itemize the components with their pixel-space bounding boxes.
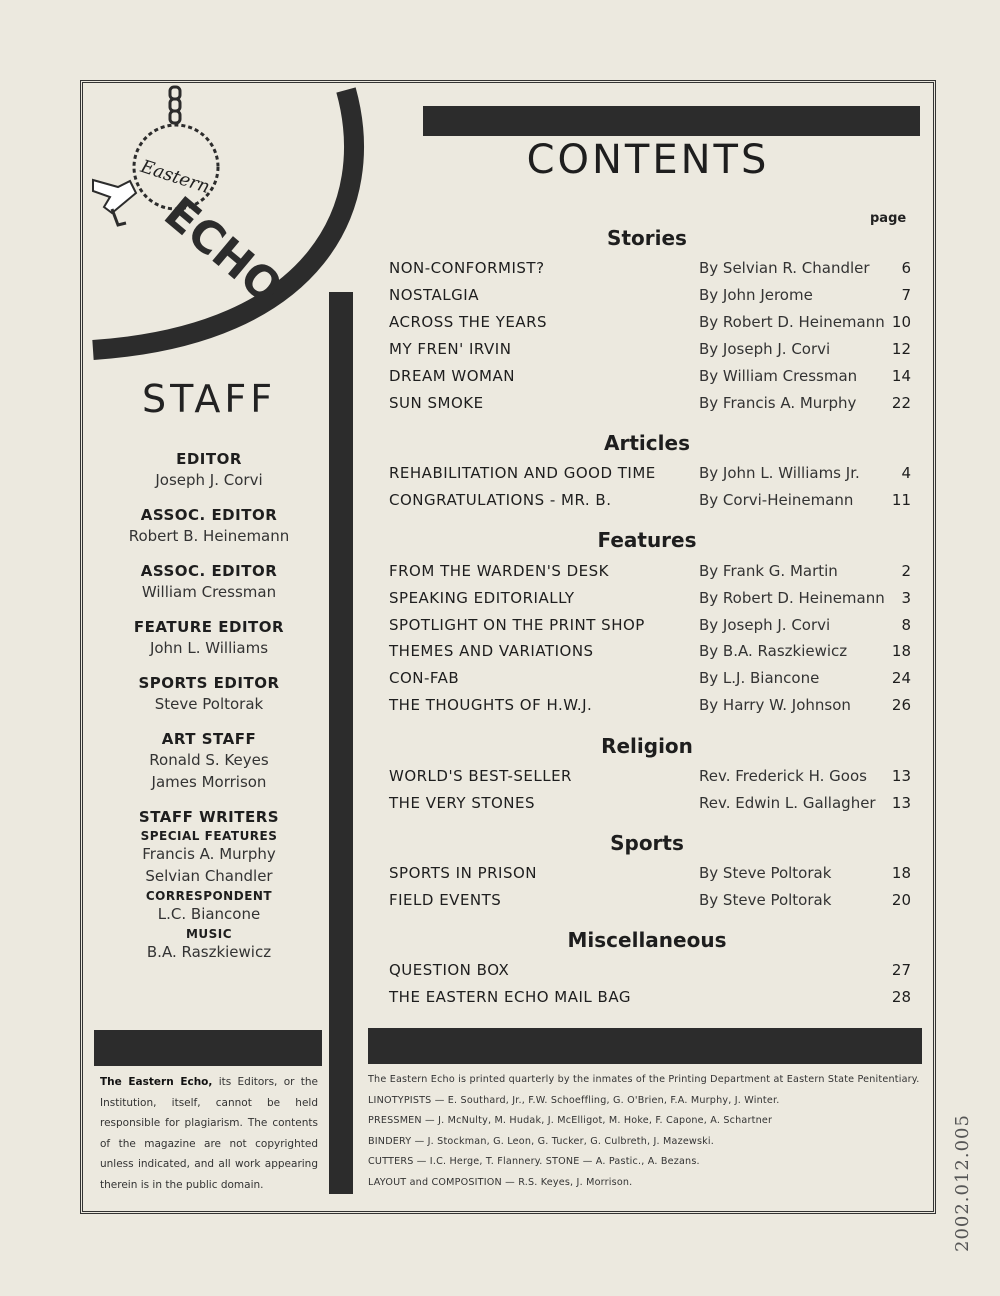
contents-row bbox=[389, 283, 911, 307]
contents-row bbox=[389, 337, 911, 361]
staff-role: ASSOC. EDITOR bbox=[140, 506, 278, 524]
staff-name: John L. Williams bbox=[149, 639, 269, 657]
entry-author: By John L. Williams Jr. bbox=[699, 464, 860, 482]
entry-page: 14 bbox=[891, 367, 911, 385]
entry-title: SPOTLIGHT ON THE PRINT SHOP bbox=[389, 616, 645, 634]
entry-page: 12 bbox=[891, 340, 911, 358]
credit-label: CUTTERS bbox=[368, 1156, 414, 1167]
section-heading: Stories bbox=[607, 226, 687, 250]
contents-row bbox=[389, 461, 911, 485]
contents-row bbox=[389, 310, 911, 334]
entry-title: THE THOUGHTS OF H.W.J. bbox=[389, 696, 593, 714]
entry-title: MY FREN' IRVIN bbox=[389, 340, 512, 358]
entry-author: By Harry W. Johnson bbox=[699, 696, 851, 714]
credit-line bbox=[368, 1132, 930, 1153]
entry-page: 11 bbox=[891, 491, 911, 509]
entry-author: By Joseph J. Corvi bbox=[699, 340, 831, 358]
staff-role: SPORTS EDITOR bbox=[138, 674, 280, 692]
entry-page: 3 bbox=[901, 589, 911, 607]
vertical-divider-bar bbox=[329, 292, 353, 1194]
entry-page: 10 bbox=[891, 313, 911, 331]
entry-title: ACROSS THE YEARS bbox=[389, 313, 548, 331]
entry-page: 20 bbox=[891, 891, 911, 909]
entry-title: CON-FAB bbox=[389, 669, 460, 687]
contents-row bbox=[389, 639, 911, 663]
credit-line bbox=[368, 1152, 930, 1173]
entry-page: 22 bbox=[891, 394, 911, 412]
credit-names: I.C. Herge, T. Flannery. STONE — A. Pastic., A. Bezans. bbox=[429, 1156, 700, 1167]
credit-separator: — bbox=[411, 1135, 428, 1147]
contents-row bbox=[389, 958, 911, 982]
top-decorative-bar bbox=[423, 106, 920, 136]
credit-line bbox=[368, 1173, 930, 1194]
staff-role: MUSIC bbox=[185, 927, 233, 941]
contents-row bbox=[389, 861, 911, 885]
entry-title: SPEAKING EDITORIALLY bbox=[389, 589, 575, 607]
entry-title: THE EASTERN ECHO MAIL BAG bbox=[389, 988, 631, 1006]
credit-label: BINDERY bbox=[368, 1135, 412, 1147]
staff-name: B.A. Raszkiewicz bbox=[146, 943, 272, 961]
entry-title: REHABILITATION AND GOOD TIME bbox=[389, 464, 656, 482]
contents-row bbox=[389, 985, 911, 1009]
bottom-left-decorative-bar bbox=[94, 1030, 322, 1066]
entry-page: 24 bbox=[891, 669, 911, 687]
entry-author: By Steve Poltorak bbox=[699, 864, 832, 882]
bottom-right-decorative-bar bbox=[368, 1028, 922, 1064]
entry-author: Rev. Frederick H. Goos bbox=[699, 767, 867, 785]
credits-intro-rest: is printed quarterly by the inmates of the Printing Department at Eastern State Penitentiary. bbox=[454, 1074, 920, 1085]
credit-separator: — bbox=[431, 1094, 448, 1106]
staff-name: Steve Poltorak bbox=[154, 695, 264, 713]
section-heading: Features bbox=[597, 528, 697, 552]
entry-title: FIELD EVENTS bbox=[389, 891, 502, 909]
entry-page: 4 bbox=[901, 464, 911, 482]
entry-author: By Francis A. Murphy bbox=[699, 394, 857, 412]
entry-page: 8 bbox=[901, 616, 911, 634]
credits-intro bbox=[368, 1070, 930, 1091]
chain-icon bbox=[170, 87, 180, 123]
credit-names: J. Stockman, G. Leon, G. Tucker, G. Culbreth, J. Mazewski. bbox=[427, 1135, 715, 1147]
staff-name: L.C. Biancone bbox=[157, 905, 261, 923]
credit-label: LINOTYPISTS bbox=[368, 1094, 432, 1106]
entry-title: THE VERY STONES bbox=[389, 794, 536, 812]
staff-title: STAFF bbox=[141, 377, 277, 421]
contents-row bbox=[389, 764, 911, 788]
entry-author: By Selvian R. Chandler bbox=[699, 259, 870, 277]
entry-author: By Frank G. Martin bbox=[699, 562, 838, 580]
staff-name: William Cressman bbox=[141, 583, 277, 601]
entry-page: 18 bbox=[891, 864, 911, 882]
disclaimer-body: its Editors, or the Institution, itself, cannot be held responsible for plagiarism. The contents of the magazine are not copyrighted unless indicated, and all work appearing therein is in the public domain. bbox=[100, 1076, 318, 1191]
credits-intro-bold: The Eastern Echo bbox=[368, 1074, 455, 1085]
staff-role: STAFF WRITERS bbox=[138, 808, 280, 826]
entry-title: QUESTION BOX bbox=[389, 961, 510, 979]
section-heading: Articles bbox=[604, 431, 690, 455]
staff-list bbox=[96, 449, 322, 963]
entry-title: NON-CONFORMIST? bbox=[389, 259, 545, 277]
entry-page: 2 bbox=[901, 562, 911, 580]
contents-row bbox=[389, 488, 911, 512]
entry-title: THEMES AND VARIATIONS bbox=[389, 642, 594, 660]
contents-row bbox=[389, 256, 911, 280]
credit-label: LAYOUT and COMPOSITION bbox=[368, 1176, 502, 1188]
entry-title: CONGRATULATIONS - MR. B. bbox=[389, 491, 612, 509]
credit-names: R.S. Keyes, J. Morrison. bbox=[518, 1176, 633, 1188]
entry-author: By B.A. Raszkiewicz bbox=[699, 642, 848, 660]
staff-role: ART STAFF bbox=[161, 730, 257, 748]
staff-role: ASSOC. EDITOR bbox=[140, 562, 278, 580]
entry-title: NOSTALGIA bbox=[389, 286, 479, 304]
entry-page: 28 bbox=[891, 988, 911, 1006]
staff-name: James Morrison bbox=[151, 773, 267, 791]
hand-icon bbox=[93, 180, 136, 225]
staff-role: CORRESPONDENT bbox=[145, 889, 273, 903]
contents-title: CONTENTS bbox=[526, 137, 770, 183]
entry-author: By L.J. Biancone bbox=[699, 669, 820, 687]
entry-author: By Corvi-Heinemann bbox=[699, 491, 854, 509]
printing-credits bbox=[368, 1070, 930, 1193]
entry-author: By Robert D. Heinemann bbox=[699, 313, 885, 331]
entry-title: WORLD'S BEST-SELLER bbox=[389, 767, 572, 785]
entry-page: 26 bbox=[891, 696, 911, 714]
section-heading: Religion bbox=[601, 734, 693, 758]
credit-separator: — bbox=[501, 1176, 519, 1188]
logo-word-eastern: Eastern bbox=[138, 156, 213, 199]
entry-author: By Robert D. Heinemann bbox=[699, 589, 885, 607]
staff-name: Selvian Chandler bbox=[145, 867, 273, 885]
credit-names: E. Southard, Jr., F.W. Schoeffling, G. O'Brien, F.A. Murphy, J. Winter. bbox=[447, 1094, 780, 1106]
entry-title: SUN SMOKE bbox=[389, 394, 484, 412]
entry-page: 27 bbox=[891, 961, 911, 979]
entry-title: FROM THE WARDEN'S DESK bbox=[389, 562, 609, 580]
entry-page: 6 bbox=[901, 259, 911, 277]
credit-line bbox=[368, 1111, 930, 1132]
contents-row bbox=[389, 791, 911, 815]
staff-name: Joseph J. Corvi bbox=[155, 471, 263, 489]
entry-author: By Joseph J. Corvi bbox=[699, 616, 831, 634]
staff-role: EDITOR bbox=[176, 450, 242, 468]
contents-row bbox=[389, 613, 911, 637]
entry-title: SPORTS IN PRISON bbox=[389, 864, 538, 882]
accession-number: 2002.012.005 bbox=[952, 1114, 973, 1252]
contents-row bbox=[389, 559, 911, 583]
staff-name: Francis A. Murphy bbox=[142, 845, 276, 863]
staff-name: Ronald S. Keyes bbox=[149, 751, 269, 769]
staff-role: FEATURE EDITOR bbox=[133, 618, 285, 636]
staff-name: Robert B. Heinemann bbox=[128, 527, 290, 545]
entry-author: Rev. Edwin L. Gallagher bbox=[699, 794, 876, 812]
section-heading: Miscellaneous bbox=[567, 928, 727, 952]
entry-title: DREAM WOMAN bbox=[389, 367, 515, 385]
contents-row bbox=[389, 586, 911, 610]
credit-separator: — bbox=[413, 1156, 430, 1167]
section-heading: Sports bbox=[610, 831, 684, 855]
disclaimer bbox=[100, 1072, 318, 1195]
logo-word-echo: ECHO bbox=[154, 187, 292, 315]
entry-author: By William Cressman bbox=[699, 367, 858, 385]
disclaimer-lead: The Eastern Echo, bbox=[100, 1076, 213, 1088]
credit-separator: — bbox=[421, 1115, 439, 1126]
entry-author: By John Jerome bbox=[699, 286, 813, 304]
contents-row bbox=[389, 666, 911, 690]
entry-page: 18 bbox=[891, 642, 911, 660]
contents-row bbox=[389, 693, 911, 717]
credit-label: PRESSMEN bbox=[368, 1115, 422, 1126]
staff-role: SPECIAL FEATURES bbox=[140, 829, 278, 843]
page-column-label: page bbox=[870, 211, 907, 226]
contents-row bbox=[389, 364, 911, 388]
credit-names: J. McNulty, M. Hudak, J. McElligot, M. Hoke, F. Capone, A. Schartner bbox=[438, 1115, 773, 1126]
entry-page: 13 bbox=[891, 767, 911, 785]
contents-row bbox=[389, 391, 911, 415]
contents-row bbox=[389, 888, 911, 912]
credit-line bbox=[368, 1091, 930, 1112]
entry-author: By Steve Poltorak bbox=[699, 891, 832, 909]
entry-page: 13 bbox=[891, 794, 911, 812]
entry-page: 7 bbox=[901, 286, 911, 304]
